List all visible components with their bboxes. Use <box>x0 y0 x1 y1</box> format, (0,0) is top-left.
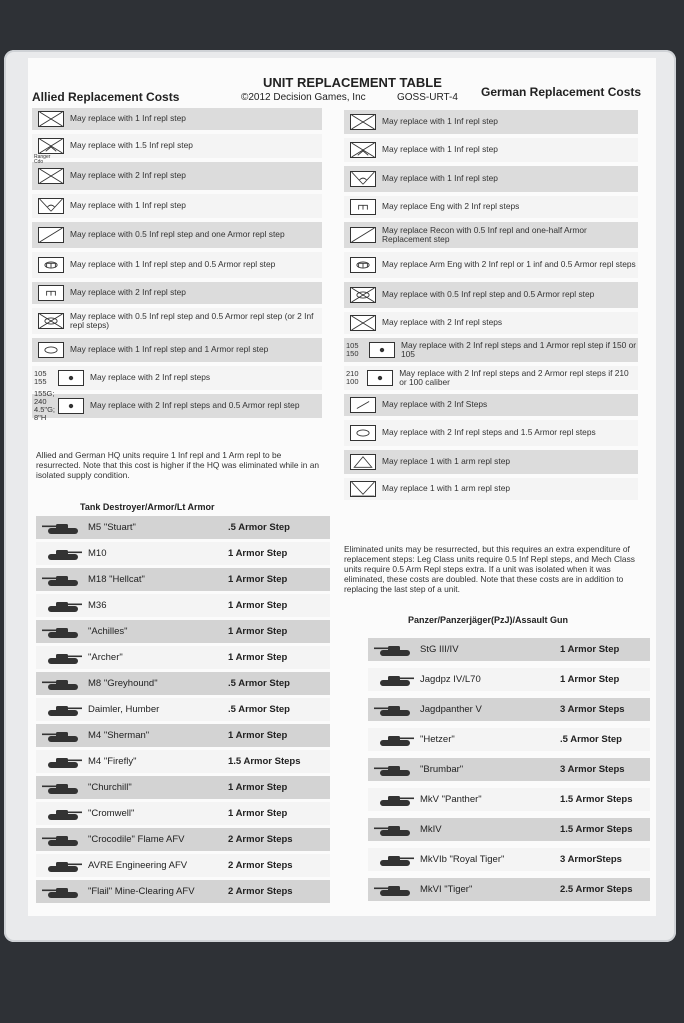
german-cost-text: May replace Arm Eng with 2 Inf repl or 1 inf and 0.5 Armor repl steps <box>382 259 636 270</box>
german-cost-row <box>344 478 638 500</box>
armor-icon <box>38 342 64 358</box>
german-cost-row <box>344 138 638 162</box>
tank-silhouette-icon <box>42 573 82 587</box>
vehicle-name: Daimler, Humber <box>88 704 160 715</box>
vehicle-cost: 3 Armor Steps <box>560 704 625 715</box>
airborne-infantry-icon <box>350 171 376 187</box>
vehicle-cost: 1 Armor Step <box>228 548 288 559</box>
vehicle-row <box>36 776 330 799</box>
vehicle-row <box>36 854 330 877</box>
recon-icon <box>38 227 64 243</box>
allied-cost-row <box>32 154 322 190</box>
german-cost-text: May replace with 0.5 Inf repl step and 0.5 Armor repl step <box>382 289 595 300</box>
allied-cost-text: May replace with 1 Inf repl step and 1 Armor repl step <box>70 344 269 355</box>
infantry-icon <box>350 114 376 130</box>
unit-badge: Ranger Cdo <box>34 154 51 165</box>
vehicle-cost: 1.5 Armor Steps <box>228 756 301 767</box>
german-cost-text: May replace Recon with 0.5 Inf repl and one-half Armor Replacement step <box>382 224 587 244</box>
vehicle-row <box>36 828 330 851</box>
allied-cost-text: May replace with 2 Inf repl steps <box>90 372 211 383</box>
vehicle-cost: 1 Armor Step <box>228 782 288 793</box>
vehicle-cost: .5 Armor Step <box>228 678 290 689</box>
vehicle-cost: 2 Armor Steps <box>228 886 293 897</box>
vehicle-row <box>368 668 650 691</box>
allied-vehicles-heading: Tank Destroyer/Armor/Lt Armor <box>80 502 215 512</box>
vehicle-row <box>36 516 330 539</box>
caliber-label: 210 100 <box>346 369 359 386</box>
vehicle-cost: 2 Armor Steps <box>228 834 293 845</box>
german-cost-row <box>344 282 638 308</box>
allied-hq-note: Allied and German HQ units require 1 Inf repl and 1 Arm repl to be resurrected. Note that this cost is higher if the HQ was eliminated while in an isolated supply condition. <box>36 450 320 480</box>
tank-silhouette-icon <box>374 823 414 837</box>
artillery-icon <box>58 370 84 386</box>
allied-cost-row <box>32 222 322 248</box>
tank-silhouette-icon <box>42 651 82 665</box>
tank-silhouette-icon <box>42 677 82 691</box>
vehicle-row <box>368 758 650 781</box>
german-cost-row <box>344 366 638 390</box>
german-cost-text: May replace with 2 Inf repl steps and 2 Armor repl steps if 210 or 100 caliber <box>399 367 629 387</box>
vehicle-row <box>368 848 650 871</box>
tank-silhouette-icon <box>374 763 414 777</box>
vehicle-row <box>368 818 650 841</box>
vehicle-row <box>368 728 650 751</box>
vehicle-cost: 2.5 Armor Steps <box>560 884 633 895</box>
vehicle-cost: 3 ArmorSteps <box>560 854 622 865</box>
german-cost-text: May replace with 2 Inf repl steps and 1.5 Armor repl steps <box>382 427 596 438</box>
german-cost-text: May replace with 1 Inf repl step <box>382 116 498 127</box>
german-cost-text: May replace with 2 Inf Steps <box>382 399 488 410</box>
allied-cost-row <box>32 308 322 334</box>
airborne-infantry-icon <box>38 198 64 214</box>
mountain-infantry-icon <box>38 138 64 154</box>
heavy-artillery-icon <box>58 398 84 414</box>
caliber-label: 155G; 240 4.5"G; 8"H <box>34 389 56 422</box>
vehicle-name: M8 "Greyhound" <box>88 678 158 689</box>
panzerjager-icon <box>350 481 376 497</box>
vehicle-row <box>368 878 650 901</box>
armored-engineer-icon <box>350 257 376 273</box>
vehicle-cost: 3 Armor Steps <box>560 764 625 775</box>
vehicle-name: MkVI "Tiger" <box>420 884 473 895</box>
vehicle-name: M4 "Firefly" <box>88 756 137 767</box>
vehicle-name: M10 <box>88 548 107 559</box>
vehicle-name: M18 "Hellcat" <box>88 574 145 585</box>
mountain-infantry-icon <box>350 142 376 158</box>
vehicle-cost: 1 Armor Step <box>228 600 288 611</box>
german-cost-text: May replace with 1 Inf repl step <box>382 144 498 155</box>
vehicle-name: "Hetzer" <box>420 734 455 745</box>
vehicle-cost: 1 Armor Step <box>228 730 288 741</box>
vehicle-cost: 1 Armor Step <box>228 626 288 637</box>
tank-silhouette-icon <box>374 703 414 717</box>
allied-cost-row <box>32 338 322 362</box>
vehicle-name: "Archer" <box>88 652 123 663</box>
vehicle-name: MkIV <box>420 824 442 835</box>
vehicle-name: "Flail" Mine-Clearing AFV <box>88 886 195 897</box>
german-cost-row <box>344 252 638 278</box>
infantry-icon <box>350 315 376 331</box>
vehicle-name: "Achilles" <box>88 626 128 637</box>
tank-silhouette-icon <box>374 673 414 687</box>
tank-silhouette-icon <box>42 833 82 847</box>
german-cost-text: May replace with 2 Inf repl steps <box>382 317 503 328</box>
tank-silhouette-icon <box>374 733 414 747</box>
german-cost-row <box>344 450 638 474</box>
vehicle-name: "Cromwell" <box>88 808 135 819</box>
allied-cost-text: May replace with 1 Inf repl step <box>70 200 186 211</box>
caliber-label: 105 155 <box>34 369 47 386</box>
vehicle-name: AVRE Engineering AFV <box>88 860 188 871</box>
replacement-table-sheet <box>28 58 656 916</box>
vehicle-name: StG III/IV <box>420 644 459 655</box>
vehicle-row <box>36 750 330 773</box>
allied-cost-row <box>32 366 322 390</box>
tank-silhouette-icon <box>374 643 414 657</box>
vehicle-row <box>36 880 330 903</box>
allied-cost-row <box>32 134 322 158</box>
allied-cost-row <box>32 252 322 278</box>
allied-cost-row <box>32 389 322 422</box>
allied-cost-text: May replace with 1 Inf repl step <box>70 113 186 124</box>
german-cost-row <box>344 312 638 334</box>
vehicle-name: Jagdpanther V <box>420 704 482 715</box>
tank-silhouette-icon <box>374 853 414 867</box>
engineer-icon <box>38 285 64 301</box>
vehicle-cost: 1 Armor Step <box>228 808 288 819</box>
infantry-icon <box>38 111 64 127</box>
tank-silhouette-icon <box>42 625 82 639</box>
allied-cost-row <box>32 282 322 304</box>
german-cost-text: May replace 1 with 1 arm repl step <box>382 483 511 494</box>
artillery-icon <box>369 342 395 358</box>
armored-engineer-icon <box>38 257 64 273</box>
german-heading: German Replacement Costs <box>481 85 642 99</box>
german-vehicles-heading: Panzer/Panzerjäger(PzJ)/Assault Gun <box>408 615 569 625</box>
vehicle-name: MkV "Panther" <box>420 794 482 805</box>
german-cost-row <box>344 196 638 218</box>
vehicle-row <box>36 672 330 695</box>
vehicle-row <box>36 620 330 643</box>
vehicle-cost: 1 Armor Step <box>228 574 288 585</box>
tank-silhouette-icon <box>42 755 82 769</box>
heavy-artillery-icon <box>367 370 393 386</box>
engineer-icon <box>350 199 376 215</box>
mech-infantry-icon <box>350 287 376 303</box>
tank-silhouette-icon <box>42 729 82 743</box>
vehicle-cost: 1 Armor Step <box>560 674 620 685</box>
tank-silhouette-icon <box>42 859 82 873</box>
tank-silhouette-icon <box>42 807 82 821</box>
vehicle-name: M36 <box>88 600 107 611</box>
tank-silhouette-icon <box>42 521 82 535</box>
vehicle-cost: .5 Armor Step <box>560 734 622 745</box>
tank-silhouette-icon <box>42 885 82 899</box>
allied-heading: Allied Replacement Costs <box>32 90 180 104</box>
german-cost-text: May replace with 2 Inf repl steps and 1 Armor repl step if 150 or 105 <box>400 339 637 359</box>
vehicle-row <box>36 802 330 825</box>
vehicle-cost: 1 Armor Step <box>560 644 620 655</box>
vehicle-row <box>36 698 330 721</box>
german-cost-row <box>344 166 638 192</box>
allied-cost-row <box>32 194 322 218</box>
vehicle-name: "Crocodile" Flame AFV <box>88 834 185 845</box>
vehicle-row <box>368 698 650 721</box>
vehicle-row <box>36 646 330 669</box>
product-code: GOSS-URT-4 <box>397 92 458 103</box>
armor-icon <box>350 425 376 441</box>
vehicle-cost: 1.5 Armor Steps <box>560 794 633 805</box>
mech-infantry-icon <box>38 313 64 329</box>
vehicle-name: M4 "Sherman" <box>88 730 150 741</box>
german-cost-text: May replace 1 with 1 arm repl step <box>382 456 511 467</box>
vehicle-name: "Churchill" <box>88 782 132 793</box>
vehicle-row <box>368 638 650 661</box>
assault-gun-icon <box>350 454 376 470</box>
publisher: ©2012 Decision Games, Inc <box>241 92 366 103</box>
tank-silhouette-icon <box>42 599 82 613</box>
vehicle-row <box>368 788 650 811</box>
resurrection-note: Eliminated units may be resurrected, but this requires an extra expenditure of replacement steps: Leg Class units require 0.5 Inf Repl steps, and Mech Class units require 0.5 Arm Repl steps extra. If a unit was isolated when it was eliminated, these costs are doubled. Note that these costs are in addition to replacing the last step of a unit. <box>344 544 635 594</box>
ranger-icon <box>38 168 64 184</box>
german-cost-row <box>344 420 638 446</box>
page-title: UNIT REPLACEMENT TABLE <box>263 75 442 90</box>
tank-silhouette-icon <box>374 883 414 897</box>
tank-silhouette-icon <box>42 703 82 717</box>
vehicle-name: MkVIb "Royal Tiger" <box>420 854 505 865</box>
german-cost-row <box>344 338 638 362</box>
allied-cost-text: May replace with 1 Inf repl step and 0.5 Armor repl step <box>70 259 276 270</box>
vehicle-cost: 2 Armor Steps <box>228 860 293 871</box>
german-cost-row <box>344 394 638 416</box>
tank-silhouette-icon <box>42 547 82 561</box>
tank-silhouette-icon <box>374 793 414 807</box>
vehicle-row <box>36 594 330 617</box>
recon-icon <box>350 227 376 243</box>
allied-cost-row <box>32 108 322 130</box>
allied-cost-text: May replace with 2 Inf repl step <box>70 170 186 181</box>
german-cost-row <box>344 222 638 248</box>
german-cost-text: May replace Eng with 2 Inf repl steps <box>382 201 520 212</box>
vehicle-row <box>36 542 330 565</box>
allied-cost-text: May replace with 2 Inf repl step <box>70 287 186 298</box>
vehicle-cost: .5 Armor Step <box>228 704 290 715</box>
vehicle-row <box>36 724 330 747</box>
vehicle-cost: 1.5 Armor Steps <box>560 824 633 835</box>
german-cost-row <box>344 110 638 134</box>
allied-cost-text: May replace with 2 Inf repl steps and 0.5 Armor repl step <box>90 400 300 411</box>
vehicle-name: Jagdpz IV/L70 <box>420 674 481 685</box>
german-cost-text: May replace with 1 Inf repl step <box>382 173 498 184</box>
allied-cost-text: May replace with 0.5 Inf repl step and one Armor repl step <box>70 229 285 240</box>
allied-cost-text: May replace with 1.5 Inf repl step <box>70 140 193 151</box>
vehicle-name: M5 "Stuart" <box>88 522 136 533</box>
allied-cost-text: May replace with 0.5 Inf repl step and 0.5 Armor repl step (or 2 Inf repl steps) <box>70 310 314 330</box>
vehicle-cost: .5 Armor Step <box>228 522 290 533</box>
vehicle-row <box>36 568 330 591</box>
vehicle-name: "Brumbar" <box>420 764 464 775</box>
antitank-icon <box>350 397 376 413</box>
vehicle-cost: 1 Armor Step <box>228 652 288 663</box>
caliber-label: 105 150 <box>346 341 359 358</box>
tank-silhouette-icon <box>42 781 82 795</box>
